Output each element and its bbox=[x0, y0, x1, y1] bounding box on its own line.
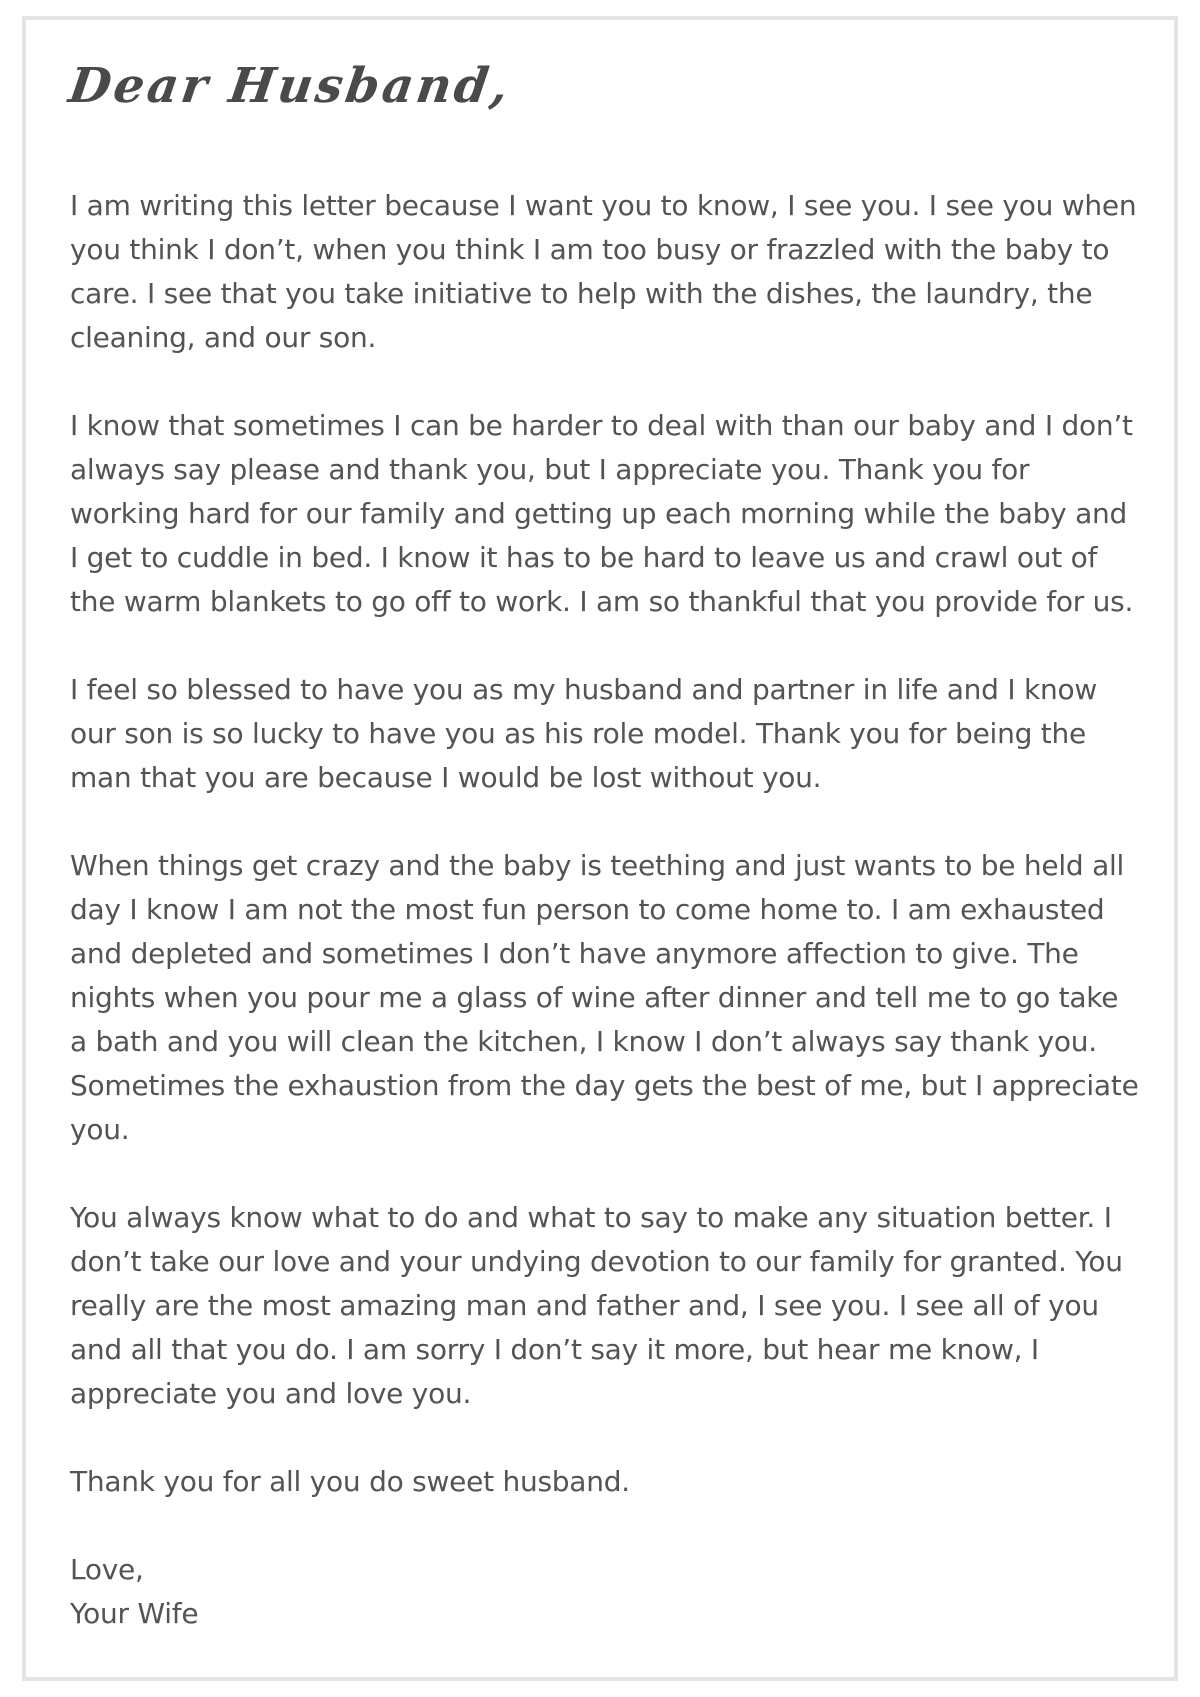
letter-paragraph-6: Thank you for all you do sweet husband. bbox=[70, 1465, 630, 1498]
letter-body bbox=[70, 184, 1140, 1636]
letter-closing-block bbox=[70, 1548, 1140, 1636]
letter-paragraph-3: I feel so blessed to have you as my husband and partner in life and I know our son is so lucky to have you as his role model. Thank you for being the man that you are because I would be lost without you. bbox=[70, 673, 1097, 794]
letter-paragraph-2: I know that sometimes I can be harder to deal with than our baby and I don’t always say please and thank you, but I appreciate you. Thank you for working hard for our family and getting up each morning while the baby and I get to cuddle in bed. I know it has to be hard to leave us and crawl out of the warm blankets to go off to work. I am so thankful that you provide for us. bbox=[70, 409, 1134, 618]
letter-paragraph-4: When things get crazy and the baby is teething and just wants to be held all day I know I am not the most fun person to come home to. I am exhausted and depleted and sometimes I don’t have anymore affection to give. The nights when you pour me a glass of wine after dinner and tell me to go take a bath and you will clean the kitchen, I know I don’t always say thank you. Sometimes the exhaustion from the day gets the best of me, but I appreciate you. bbox=[70, 849, 1139, 1146]
letter-signature: Your Wife bbox=[70, 1597, 199, 1630]
letter-salutation: Dear Husband, bbox=[65, 58, 515, 114]
letter-closing: Love, bbox=[70, 1553, 144, 1586]
letter-paragraph-1: I am writing this letter because I want you to know, I see you. I see you when you think I don’t, when you think I am too busy or frazzled with the baby to care. I see that you take initiative to help with the dishes, the laundry, the cleaning, and our son. bbox=[70, 189, 1137, 354]
letter-paragraph-5: You always know what to do and what to say to make any situation better. I don’t take our love and your undying devotion to our family for granted. You really are the most amazing man and father and, I see you. I see all of you and all that you do. I am sorry I don’t say it more, but hear me know, I appreciate you and love you. bbox=[70, 1201, 1123, 1410]
